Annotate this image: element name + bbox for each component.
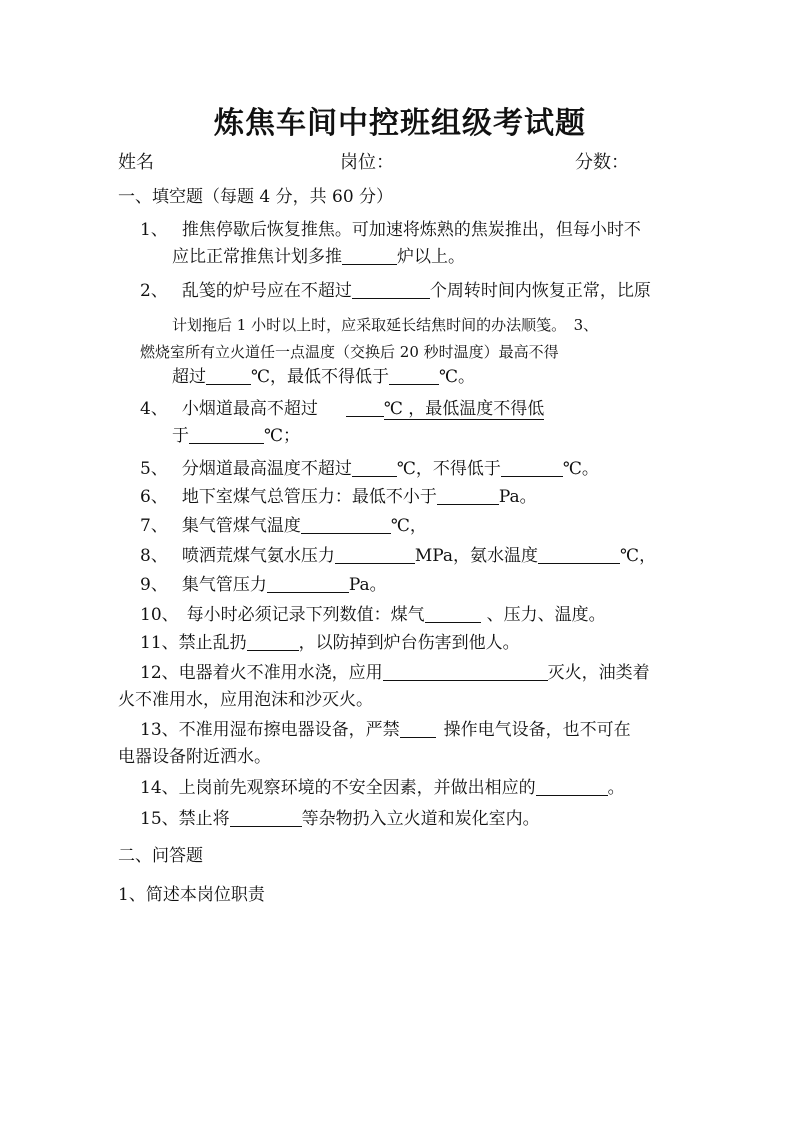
q4-text-c: 于 <box>172 426 189 446</box>
q15-text-a: 禁止将 <box>178 809 230 829</box>
q8-number: 8、 <box>140 546 168 566</box>
q13-blank[interactable] <box>400 719 436 738</box>
q10-line <box>140 604 606 626</box>
q6-blank[interactable] <box>437 486 499 505</box>
post-label: 岗位： <box>340 152 394 173</box>
q9-blank[interactable] <box>267 574 349 593</box>
q11-line <box>140 632 520 654</box>
q8-text-b: MPa，氨水温度 <box>414 546 539 566</box>
q1-text-b: 炉以上。 <box>397 247 465 267</box>
q4-line2 <box>172 425 300 447</box>
q6-text-b: Pa。 <box>498 487 537 507</box>
q9-text-b: Pa。 <box>348 575 387 595</box>
q3-line2 <box>172 366 475 388</box>
section2-heading: 二、问答题 <box>118 846 203 866</box>
q6-line <box>140 486 537 508</box>
q1-line2 <box>172 246 465 268</box>
q4-blank-min[interactable] <box>189 425 264 444</box>
q2-number: 2、 <box>140 281 168 301</box>
q5-text-b: ℃，不得低于 <box>396 459 501 479</box>
q2-line1 <box>140 280 651 302</box>
q4-text-a: 小烟道最高不超过 <box>181 399 318 419</box>
q9-text-a: 集气管压力 <box>181 575 267 595</box>
q1-text-a: 应比正常推焦计划多推 <box>172 247 342 267</box>
q13-text-b: 操作电气设备，也不可在 <box>443 720 631 740</box>
q13-line2: 电器设备附近洒水。 <box>118 747 271 767</box>
q12-text-a: 电器着火不准用水浇，应用 <box>178 663 383 683</box>
q11-blank[interactable] <box>247 632 299 651</box>
q3-blank-max[interactable] <box>206 366 251 385</box>
q1-number: 1、 <box>140 220 168 240</box>
q8-text-c: ℃， <box>620 546 657 566</box>
q4-number: 4、 <box>140 399 168 419</box>
q4-text-b: ℃ ，最低温度不得低 <box>383 399 545 419</box>
q13-number: 13、 <box>140 720 179 740</box>
q4-blank-max[interactable] <box>346 398 384 417</box>
q13-text-a: 不准用湿布擦电器设备，严禁 <box>178 720 400 740</box>
page-title: 炼焦车间中控班组级考试题 <box>214 106 586 141</box>
q5-line <box>140 458 599 480</box>
q9-line <box>140 574 387 596</box>
q14-blank[interactable] <box>536 777 608 796</box>
q7-blank[interactable] <box>301 515 391 534</box>
q12-blank[interactable] <box>383 662 548 681</box>
q7-text-a: 集气管煤气温度 <box>181 516 301 536</box>
q3-text-c: ℃。 <box>439 367 476 387</box>
q14-text-a: 上岗前先观察环境的不安全因素，并做出相应的 <box>178 778 536 798</box>
q6-text-a: 地下室煤气总管压力：最低不小于 <box>181 487 437 507</box>
q2-line2: 计划拖后 1 小时以上时，应采取延长结焦时间的办法顺笺。 3、 <box>172 316 599 334</box>
q10-text-b: 、压力、温度。 <box>486 605 606 625</box>
q2-blank[interactable] <box>352 280 430 299</box>
q14-text-b: 。 <box>607 778 625 798</box>
q8-blank-pressure[interactable] <box>335 545 415 564</box>
q3-line1: 燃烧室所有立火道任一点温度（交换后 20 秒时温度）最高不得 <box>140 343 559 361</box>
q15-number: 15、 <box>140 809 179 829</box>
q12-number: 12、 <box>140 663 179 683</box>
name-label: 姓名 <box>118 152 154 173</box>
q12-line2: 火不准用水，应用泡沫和沙灭火。 <box>118 690 373 710</box>
q12-text-b: 灭火，油类着 <box>547 663 650 683</box>
q11-text-b: ，以防掉到炉台伤害到他人。 <box>298 633 520 653</box>
q1-line1 <box>140 219 641 241</box>
q8-blank-temp[interactable] <box>538 545 620 564</box>
q15-text-b: 等杂物扔入立火道和炭化室内。 <box>301 809 540 829</box>
q3-text-b: ℃，最低不得低于 <box>251 367 390 387</box>
q1-text: 推焦停歇后恢复推焦。可加速将炼熟的焦炭推出，但每小时不 <box>181 220 641 240</box>
q10-blank[interactable] <box>425 604 481 623</box>
q5-text-c: ℃。 <box>562 459 599 479</box>
q7-number: 7、 <box>140 516 168 536</box>
q8-text-a: 喷洒荒煤气氨水压力 <box>181 546 335 566</box>
q4-text-d: ℃； <box>264 426 301 446</box>
q10-text-a: 每小时必须记录下列数值：煤气 <box>186 605 425 625</box>
score-label: 分数： <box>575 152 629 173</box>
q9-number: 9、 <box>140 575 168 595</box>
q8-line <box>140 545 656 567</box>
q10-number: 10、 <box>140 605 179 625</box>
q11-text-a: 禁止乱扔 <box>178 633 247 653</box>
section2-question1: 1、简述本岗位职责 <box>118 885 265 905</box>
q5-text-a: 分烟道最高温度不超过 <box>181 459 352 479</box>
q13-line1 <box>140 719 631 741</box>
q6-number: 6、 <box>140 487 168 507</box>
section1-heading: 一、填空题（每题 4 分，共 60 分） <box>118 187 394 207</box>
q5-blank-min[interactable] <box>501 458 563 477</box>
q7-text-b: ℃， <box>390 516 427 536</box>
q3-blank-min[interactable] <box>389 366 439 385</box>
q1-blank[interactable] <box>342 246 397 265</box>
q2-text-a: 乱笺的炉号应在不超过 <box>181 281 352 301</box>
q14-line <box>140 777 625 799</box>
q5-number: 5、 <box>140 459 168 479</box>
q3-text-a: 超过 <box>172 367 206 387</box>
q7-line <box>140 515 427 537</box>
q15-blank[interactable] <box>230 808 302 827</box>
q11-number: 11、 <box>140 633 179 653</box>
q2-text-b: 个周转时间内恢复正常，比原 <box>429 281 651 301</box>
q15-line <box>140 808 540 830</box>
q14-number: 14、 <box>140 778 179 798</box>
q5-blank-max[interactable] <box>352 458 397 477</box>
q12-line1 <box>140 662 650 684</box>
q4-line1 <box>140 398 544 420</box>
